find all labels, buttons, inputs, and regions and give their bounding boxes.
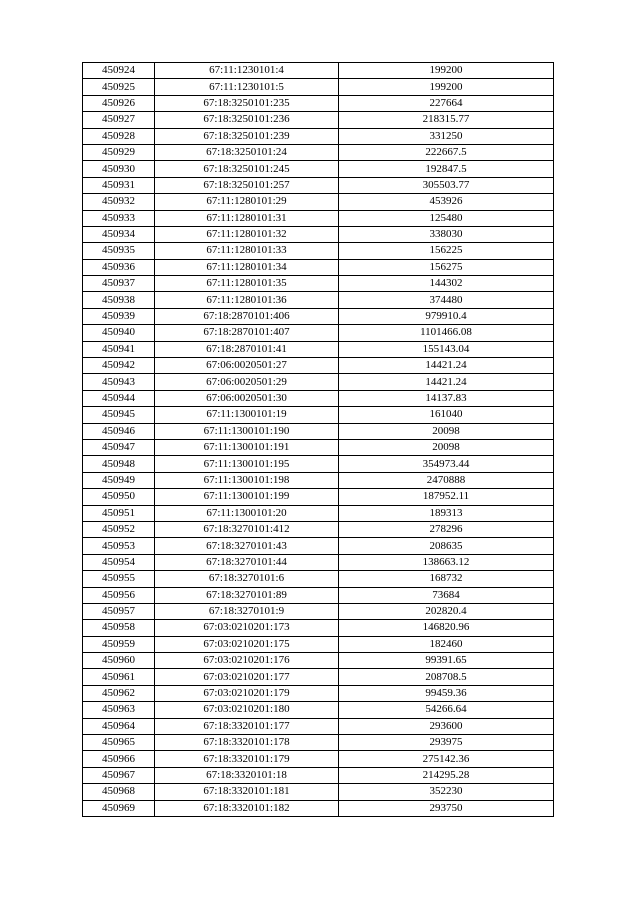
cadastral-number-cell: 67:03:0210201:179 xyxy=(155,685,339,701)
value-cell: 305503.77 xyxy=(339,177,554,193)
value-cell: 293975 xyxy=(339,735,554,751)
cadastral-number-cell: 67:06:0020501:29 xyxy=(155,374,339,390)
cadastral-number-cell: 67:18:3320101:18 xyxy=(155,767,339,783)
row-number-cell: 450926 xyxy=(83,95,155,111)
value-cell: 182460 xyxy=(339,636,554,652)
table-row xyxy=(83,194,554,210)
cadastral-number-cell: 67:11:1280101:31 xyxy=(155,210,339,226)
value-cell: 161040 xyxy=(339,407,554,423)
row-number-cell: 450956 xyxy=(83,587,155,603)
cadastral-number-cell: 67:18:2870101:406 xyxy=(155,308,339,324)
table-row xyxy=(83,407,554,423)
table-row xyxy=(83,210,554,226)
row-number-cell: 450964 xyxy=(83,718,155,734)
value-cell: 331250 xyxy=(339,128,554,144)
value-cell: 2470888 xyxy=(339,472,554,488)
cadastral-number-cell: 67:18:2870101:407 xyxy=(155,325,339,341)
row-number-cell: 450965 xyxy=(83,735,155,751)
cadastral-number-cell: 67:18:3250101:235 xyxy=(155,95,339,111)
value-cell: 125480 xyxy=(339,210,554,226)
table-row xyxy=(83,685,554,701)
value-cell: 208635 xyxy=(339,538,554,554)
cadastral-number-cell: 67:11:1300101:19 xyxy=(155,407,339,423)
table-row xyxy=(83,538,554,554)
row-number-cell: 450960 xyxy=(83,653,155,669)
table-row xyxy=(83,653,554,669)
value-cell: 192847.5 xyxy=(339,161,554,177)
table-row xyxy=(83,423,554,439)
cadastral-number-cell: 67:18:3250101:257 xyxy=(155,177,339,193)
cadastral-number-cell: 67:18:3270101:412 xyxy=(155,521,339,537)
table-row xyxy=(83,292,554,308)
table-row xyxy=(83,636,554,652)
value-cell: 54266.64 xyxy=(339,702,554,718)
row-number-cell: 450949 xyxy=(83,472,155,488)
table-row xyxy=(83,571,554,587)
cadastral-number-cell: 67:18:3250101:245 xyxy=(155,161,339,177)
value-cell: 189313 xyxy=(339,505,554,521)
table-row xyxy=(83,489,554,505)
value-cell: 453926 xyxy=(339,194,554,210)
cadastral-number-cell: 67:03:0210201:175 xyxy=(155,636,339,652)
row-number-cell: 450927 xyxy=(83,112,155,128)
cadastral-number-cell: 67:03:0210201:177 xyxy=(155,669,339,685)
table-row xyxy=(83,177,554,193)
table-row xyxy=(83,259,554,275)
value-cell: 168732 xyxy=(339,571,554,587)
cadastral-number-cell: 67:18:3270101:6 xyxy=(155,571,339,587)
cadastral-number-cell: 67:03:0210201:173 xyxy=(155,620,339,636)
cadastral-number-cell: 67:11:1280101:32 xyxy=(155,226,339,242)
row-number-cell: 450928 xyxy=(83,128,155,144)
cadastral-number-cell: 67:18:3250101:24 xyxy=(155,144,339,160)
table-row xyxy=(83,341,554,357)
table-body xyxy=(83,63,554,817)
value-cell: 99391.65 xyxy=(339,653,554,669)
table-row xyxy=(83,95,554,111)
row-number-cell: 450936 xyxy=(83,259,155,275)
value-cell: 354973.44 xyxy=(339,456,554,472)
table-row xyxy=(83,603,554,619)
table-row xyxy=(83,226,554,242)
value-cell: 979910.4 xyxy=(339,308,554,324)
row-number-cell: 450934 xyxy=(83,226,155,242)
cadastral-number-cell: 67:18:3320101:182 xyxy=(155,800,339,816)
row-number-cell: 450932 xyxy=(83,194,155,210)
value-cell: 202820.4 xyxy=(339,603,554,619)
cadastral-number-cell: 67:18:3320101:179 xyxy=(155,751,339,767)
cadastral-number-cell: 67:18:3250101:236 xyxy=(155,112,339,128)
row-number-cell: 450940 xyxy=(83,325,155,341)
cadastral-number-cell: 67:11:1280101:34 xyxy=(155,259,339,275)
table-row xyxy=(83,144,554,160)
value-cell: 73684 xyxy=(339,587,554,603)
cadastral-number-cell: 67:11:1300101:190 xyxy=(155,423,339,439)
value-cell: 278296 xyxy=(339,521,554,537)
row-number-cell: 450944 xyxy=(83,390,155,406)
table-row xyxy=(83,161,554,177)
value-cell: 374480 xyxy=(339,292,554,308)
table-row xyxy=(83,374,554,390)
cadastral-number-cell: 67:11:1300101:20 xyxy=(155,505,339,521)
cadastral-number-cell: 67:18:3250101:239 xyxy=(155,128,339,144)
value-cell: 138663.12 xyxy=(339,554,554,570)
cadastral-number-cell: 67:18:3270101:43 xyxy=(155,538,339,554)
value-cell: 14137.83 xyxy=(339,390,554,406)
table-row xyxy=(83,784,554,800)
value-cell: 14421.24 xyxy=(339,358,554,374)
cadastral-number-cell: 67:18:3320101:177 xyxy=(155,718,339,734)
value-cell: 187952.11 xyxy=(339,489,554,505)
row-number-cell: 450962 xyxy=(83,685,155,701)
data-table xyxy=(82,62,554,817)
row-number-cell: 450929 xyxy=(83,144,155,160)
table-row xyxy=(83,767,554,783)
value-cell: 214295.28 xyxy=(339,767,554,783)
row-number-cell: 450967 xyxy=(83,767,155,783)
cadastral-number-cell: 67:06:0020501:27 xyxy=(155,358,339,374)
row-number-cell: 450951 xyxy=(83,505,155,521)
table-row xyxy=(83,308,554,324)
table-row xyxy=(83,112,554,128)
value-cell: 338030 xyxy=(339,226,554,242)
cadastral-number-cell: 67:18:3270101:44 xyxy=(155,554,339,570)
value-cell: 146820.96 xyxy=(339,620,554,636)
table-row xyxy=(83,243,554,259)
row-number-cell: 450933 xyxy=(83,210,155,226)
row-number-cell: 450925 xyxy=(83,79,155,95)
cadastral-number-cell: 67:03:0210201:180 xyxy=(155,702,339,718)
cadastral-number-cell: 67:18:3270101:9 xyxy=(155,603,339,619)
row-number-cell: 450939 xyxy=(83,308,155,324)
row-number-cell: 450938 xyxy=(83,292,155,308)
cadastral-number-cell: 67:18:3320101:178 xyxy=(155,735,339,751)
value-cell: 352230 xyxy=(339,784,554,800)
value-cell: 14421.24 xyxy=(339,374,554,390)
table-row xyxy=(83,358,554,374)
value-cell: 208708.5 xyxy=(339,669,554,685)
value-cell: 218315.77 xyxy=(339,112,554,128)
row-number-cell: 450969 xyxy=(83,800,155,816)
value-cell: 20098 xyxy=(339,423,554,439)
table-row xyxy=(83,456,554,472)
value-cell: 199200 xyxy=(339,63,554,79)
value-cell: 227664 xyxy=(339,95,554,111)
cadastral-number-cell: 67:11:1300101:199 xyxy=(155,489,339,505)
value-cell: 222667.5 xyxy=(339,144,554,160)
row-number-cell: 450946 xyxy=(83,423,155,439)
value-cell: 275142.36 xyxy=(339,751,554,767)
table-row xyxy=(83,718,554,734)
value-cell: 199200 xyxy=(339,79,554,95)
row-number-cell: 450941 xyxy=(83,341,155,357)
table-row xyxy=(83,79,554,95)
cadastral-number-cell: 67:11:1300101:198 xyxy=(155,472,339,488)
row-number-cell: 450952 xyxy=(83,521,155,537)
table-row xyxy=(83,128,554,144)
row-number-cell: 450937 xyxy=(83,276,155,292)
value-cell: 99459.36 xyxy=(339,685,554,701)
table-row xyxy=(83,521,554,537)
value-cell: 144302 xyxy=(339,276,554,292)
row-number-cell: 450931 xyxy=(83,177,155,193)
row-number-cell: 450966 xyxy=(83,751,155,767)
table-row xyxy=(83,800,554,816)
value-cell: 156225 xyxy=(339,243,554,259)
value-cell: 156275 xyxy=(339,259,554,275)
row-number-cell: 450955 xyxy=(83,571,155,587)
cadastral-number-cell: 67:11:1230101:4 xyxy=(155,63,339,79)
table-row xyxy=(83,472,554,488)
cadastral-number-cell: 67:06:0020501:30 xyxy=(155,390,339,406)
row-number-cell: 450963 xyxy=(83,702,155,718)
row-number-cell: 450930 xyxy=(83,161,155,177)
table-row xyxy=(83,439,554,455)
row-number-cell: 450945 xyxy=(83,407,155,423)
table-row xyxy=(83,390,554,406)
value-cell: 1101466.08 xyxy=(339,325,554,341)
row-number-cell: 450935 xyxy=(83,243,155,259)
cadastral-number-cell: 67:18:3270101:89 xyxy=(155,587,339,603)
row-number-cell: 450957 xyxy=(83,603,155,619)
table-row xyxy=(83,669,554,685)
table-row xyxy=(83,63,554,79)
cadastral-number-cell: 67:11:1280101:33 xyxy=(155,243,339,259)
row-number-cell: 450961 xyxy=(83,669,155,685)
cadastral-number-cell: 67:11:1280101:36 xyxy=(155,292,339,308)
value-cell: 293750 xyxy=(339,800,554,816)
row-number-cell: 450958 xyxy=(83,620,155,636)
row-number-cell: 450959 xyxy=(83,636,155,652)
cadastral-number-cell: 67:18:2870101:41 xyxy=(155,341,339,357)
table-row xyxy=(83,702,554,718)
table-row xyxy=(83,735,554,751)
value-cell: 293600 xyxy=(339,718,554,734)
table-row xyxy=(83,325,554,341)
row-number-cell: 450948 xyxy=(83,456,155,472)
value-cell: 155143.04 xyxy=(339,341,554,357)
row-number-cell: 450942 xyxy=(83,358,155,374)
cadastral-number-cell: 67:11:1280101:29 xyxy=(155,194,339,210)
row-number-cell: 450943 xyxy=(83,374,155,390)
table-row xyxy=(83,587,554,603)
table-row xyxy=(83,505,554,521)
row-number-cell: 450968 xyxy=(83,784,155,800)
row-number-cell: 450954 xyxy=(83,554,155,570)
row-number-cell: 450953 xyxy=(83,538,155,554)
row-number-cell: 450950 xyxy=(83,489,155,505)
cadastral-number-cell: 67:11:1300101:191 xyxy=(155,439,339,455)
row-number-cell: 450947 xyxy=(83,439,155,455)
cadastral-number-cell: 67:11:1280101:35 xyxy=(155,276,339,292)
table-row xyxy=(83,751,554,767)
row-number-cell: 450924 xyxy=(83,63,155,79)
cadastral-number-cell: 67:18:3320101:181 xyxy=(155,784,339,800)
table-row xyxy=(83,620,554,636)
table-row xyxy=(83,554,554,570)
table-row xyxy=(83,276,554,292)
cadastral-number-cell: 67:11:1300101:195 xyxy=(155,456,339,472)
cadastral-number-cell: 67:11:1230101:5 xyxy=(155,79,339,95)
cadastral-number-cell: 67:03:0210201:176 xyxy=(155,653,339,669)
value-cell: 20098 xyxy=(339,439,554,455)
